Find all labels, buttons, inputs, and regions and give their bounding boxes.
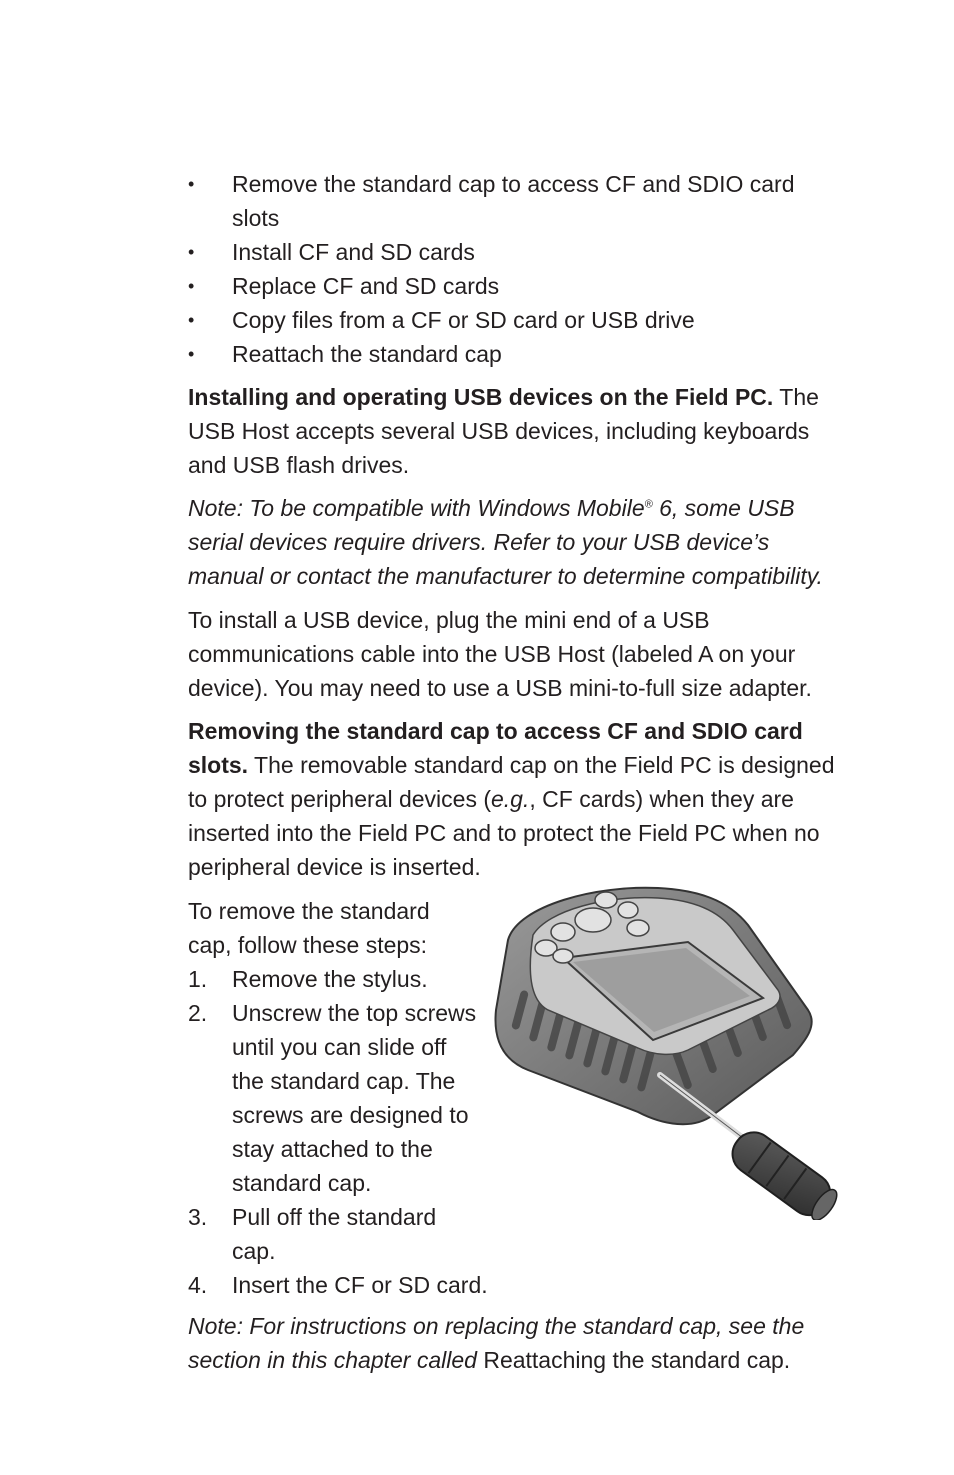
list-item: • Replace CF and SD cards: [188, 269, 808, 303]
cap-removal-steps: [188, 894, 488, 1302]
reattaching-reference: Reattaching the standard cap.: [476, 1347, 791, 1373]
list-item: • Copy files from a CF or SD card or USB drive: [188, 303, 808, 337]
list-item: 1. Remove the stylus.: [188, 966, 428, 992]
steps-list: [188, 962, 488, 1302]
install-usb-paragraph: To install a USB device, plug the mini end of a USB communications cable into the USB Host (labeled A on your device). You may need to use a USB mini-to-full size adapter.: [188, 607, 812, 701]
list-item: 2. Unscrew the top screws until you can slide off the standard cap. The screws are designed to stay attached to the standard cap.: [188, 1000, 477, 1196]
bullet-icon: •: [188, 310, 195, 330]
list-item: • Remove the standard cap to access CF and SDIO card slots: [188, 167, 808, 235]
bullet-icon: •: [188, 174, 195, 194]
field-pc-screwdriver-illustration-icon: [488, 880, 848, 1220]
usb-section-paragraph: [188, 380, 838, 482]
cap-section-paragraph: Removing the standard cap to access CF and SDIO card slots. The removable standard cap on the Field PC is designed to protect peripheral devices (e.g., CF cards) when they are inserted into the Field PC and to protect the Field PC when no peripheral device is inserted.: [188, 718, 835, 880]
usb-section-text: The USB Host accepts several USB devices, including keyboards and USB flash drives.: [188, 384, 819, 478]
cap-section-heading: Removing the standard cap to access CF and SDIO card slots.: [188, 718, 803, 778]
bullet-icon: •: [188, 242, 195, 262]
bullet-icon: •: [188, 344, 195, 364]
list-item: • Reattach the standard cap: [188, 337, 808, 371]
list-item: 3. Pull off the standard cap.: [188, 1204, 437, 1264]
feature-bullet-list: [188, 167, 808, 371]
bullet-icon: •: [188, 276, 195, 296]
replacement-note: Note: For instructions on replacing the standard cap, see the section in this chapter called Reattaching the standard cap.: [188, 1313, 805, 1373]
list-item: • Install CF and SD cards: [188, 235, 808, 269]
usb-section-heading: Installing and operating USB devices on the Field PC.: [188, 384, 774, 410]
steps-intro: To remove the standard cap, follow these steps:: [188, 898, 430, 958]
compatibility-note: Note: To be compatible with Windows Mobile® 6, some USB serial devices require drivers. Refer to your USB device’s manual or contact the manufacturer to determine compatibility.: [188, 495, 823, 589]
list-item: 4. Insert the CF or SD card.: [188, 1272, 488, 1298]
